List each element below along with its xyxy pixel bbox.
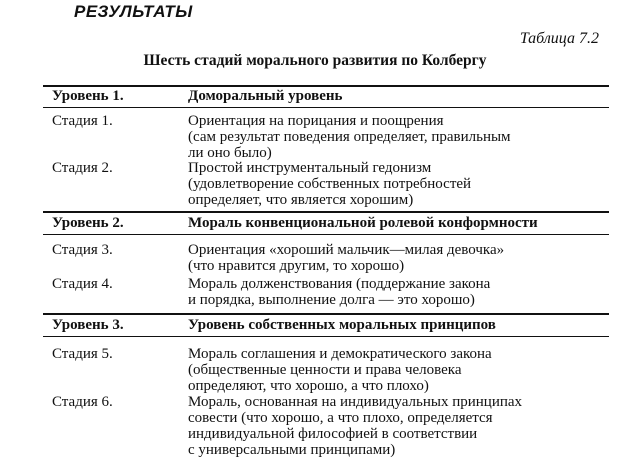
stage-5-line: (общественные ценности и права человека: [188, 362, 462, 378]
level-3-label: Уровень 3.: [52, 317, 124, 333]
stage-3-description: [188, 242, 504, 274]
level-1-title: Доморальный уровень: [188, 88, 343, 104]
level-3-top-rule: [43, 313, 609, 315]
stage-2-line: Простой инструментальный гедонизм: [188, 160, 432, 176]
level-2-rule: [43, 234, 609, 235]
stage-4-line: Мораль долженствования (поддержание закона: [188, 276, 491, 292]
stage-2-label: Стадия 2.: [52, 160, 113, 176]
stage-6-description: [188, 394, 522, 458]
stage-5-label: Стадия 5.: [52, 346, 113, 362]
stage-6-line: совести (что хорошо, а что плохо, определяется: [188, 410, 493, 426]
table-number: Таблица 7.2: [519, 30, 599, 47]
stage-6-label: Стадия 6.: [52, 394, 113, 410]
table-caption: Шесть стадий морального развития по Колбергу: [143, 52, 487, 69]
level-3-title: Уровень собственных моральных принципов: [188, 317, 496, 333]
stage-3-line: Ориентация «хороший мальчик—милая девочка»: [188, 242, 505, 258]
stage-3-label: Стадия 3.: [52, 242, 113, 258]
stage-2-line: определяет, что является хорошим): [188, 192, 414, 208]
stage-6-line: Мораль, основанная на индивидуальных принципах: [188, 394, 523, 410]
stage-1-line: (сам результат поведения определяет, правильным: [188, 129, 511, 145]
level-3-rule: [43, 336, 609, 337]
stage-4-description: [188, 276, 490, 308]
level-2-top-rule: [43, 211, 609, 213]
stage-2-line: (удовлетворение собственных потребностей: [188, 176, 472, 192]
stage-5-description: [188, 346, 492, 394]
stage-6-line: с универсальными принципами): [188, 442, 396, 458]
table-top-rule: [43, 85, 609, 87]
level-2-label: Уровень 2.: [52, 215, 124, 231]
stage-4-label: Стадия 4.: [52, 276, 113, 292]
level-1-label: Уровень 1.: [52, 88, 124, 104]
stage-1-label: Стадия 1.: [52, 113, 113, 129]
stage-3-line: (что нравится другим, то хорошо): [188, 258, 405, 274]
stage-1-description: [188, 113, 511, 161]
stage-4-line: и порядка, выполнение долга — это хорошо): [188, 292, 475, 308]
stage-5-line: Мораль соглашения и демократического закона: [188, 346, 492, 362]
stage-5-line: определяют, что хорошо, а что плохо): [188, 378, 429, 394]
stage-2-description: [188, 160, 471, 208]
stage-1-line: ли оно было): [188, 145, 272, 161]
stage-6-line: индивидуальной философией в соответствии: [188, 426, 478, 442]
section-heading: РЕЗУЛЬТАТЫ: [74, 2, 193, 21]
level-2-title: Мораль конвенциональной ролевой конформности: [188, 215, 538, 231]
stage-1-line: Ориентация на порицания и поощрения: [188, 113, 444, 129]
level-1-rule: [43, 107, 609, 108]
